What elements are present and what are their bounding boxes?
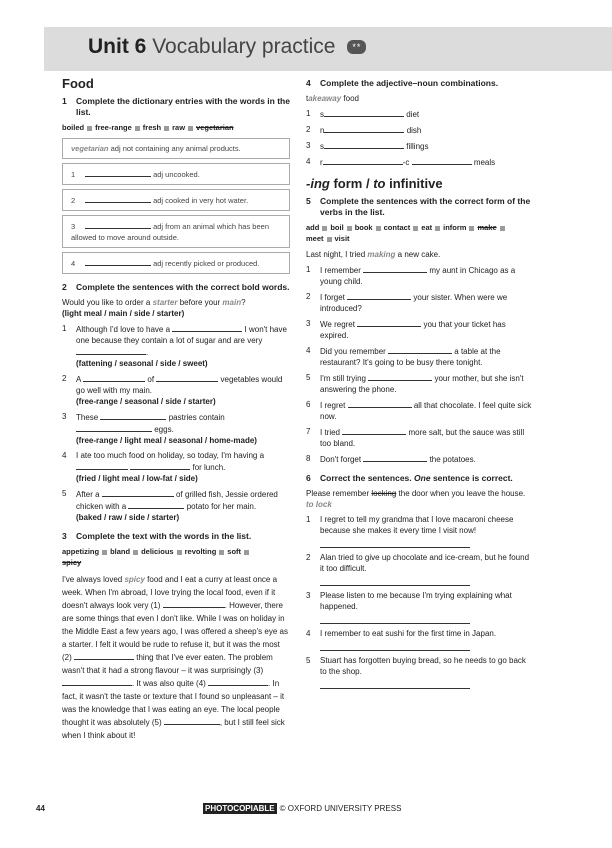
entry-num: 4 (71, 259, 76, 268)
answer-line[interactable] (320, 615, 470, 624)
list-item (62, 411, 290, 446)
item-text: A (76, 375, 81, 384)
bank-word: meet (306, 234, 324, 243)
item-text: n (320, 126, 325, 135)
example-answer: to lock (306, 500, 332, 509)
item-text: Although I'd love to have a (76, 325, 171, 334)
heading-part: -ing (306, 176, 330, 191)
answer-line[interactable] (342, 426, 406, 435)
example-text: the door when you leave the house. (398, 489, 526, 498)
item-text: dish (406, 126, 422, 135)
answer-line[interactable] (320, 539, 470, 548)
exercise-3 (62, 531, 290, 742)
answer-line[interactable] (130, 461, 190, 470)
answer-line[interactable] (85, 168, 151, 177)
exercise-6 (306, 473, 532, 689)
answer-line[interactable] (208, 677, 268, 686)
item-text: I forget (320, 293, 345, 302)
text-segment: , but I still feel sick when I think about it! (62, 718, 285, 740)
answer-line[interactable] (368, 372, 432, 381)
list-item (306, 426, 532, 449)
list-item (62, 450, 290, 484)
bank-word: add (306, 223, 320, 232)
photocopiable-tag: PHOTOCOPIABLE (205, 804, 275, 813)
item-num: 3 (306, 141, 311, 150)
example-answer: akeaway (308, 94, 342, 103)
dictionary-entry (62, 252, 290, 274)
ex-instruction: One (414, 473, 431, 483)
ex-instruction: Complete the text with the words in the list. (76, 531, 252, 541)
list-item (306, 140, 532, 152)
list-item (306, 628, 532, 651)
item-text: Alan tried to give up chocolate and ice-cream, but he found it too difficult. (320, 553, 530, 573)
entry-def: adj cooked in very hot water. (153, 196, 249, 205)
heading-part: to (373, 176, 386, 191)
item-text: eggs. (154, 425, 174, 434)
exercise-2 (62, 282, 290, 523)
item-text: I remember to eat sushi for the first time in Japan. (320, 629, 497, 638)
example-answer: making (367, 250, 396, 259)
options: (light meal / main / side / starter) (62, 309, 185, 318)
item-num: 3 (62, 412, 67, 421)
example-text: Please remember (306, 489, 370, 498)
bank-word: eat (421, 223, 433, 232)
item-text: my aunt in Chicago as a young child. (320, 266, 516, 286)
example-text: Last night, I tried (306, 250, 366, 259)
text-segment: thing that I've ever eaten. The problem wasn't that it had a strong flavour – it was surprisingly (3) (62, 653, 273, 675)
right-column (306, 78, 532, 697)
item-text: the potatoes. (429, 455, 476, 464)
list-item (306, 590, 532, 624)
item-text: your mother, but she isn't answering the phone. (320, 374, 524, 394)
gap-text (62, 573, 290, 742)
item-num: 1 (62, 324, 67, 333)
answer-line[interactable] (85, 257, 151, 266)
list-item (306, 156, 532, 168)
answer-line[interactable] (363, 453, 427, 462)
item-text: vegetables would go well with my main. (76, 375, 283, 395)
example-text: before your (179, 298, 221, 307)
item-text: pastries contain (168, 413, 225, 422)
example-word: vegetarian (71, 144, 109, 153)
item-num: 2 (306, 125, 311, 134)
bank-word: soft (227, 547, 242, 556)
ex-number: 1 (62, 96, 67, 106)
item-text: your sister. When were we introduced? (320, 293, 508, 313)
answer-line[interactable] (62, 677, 132, 686)
item-text: a table at the restaurant? It's going to be busy there tonight. (320, 347, 501, 367)
copyright-text: © OXFORD UNIVERSITY PRESS (279, 804, 402, 813)
item-text: Stuart has forgotten buying bread, so he needs to go back to the shop. (320, 656, 526, 676)
options: (fried / light meal / low-fat / side) (76, 474, 198, 483)
left-column (62, 78, 290, 750)
entry-num: 1 (71, 170, 76, 179)
bank-word: bland (110, 547, 131, 556)
item-num: 2 (62, 374, 67, 383)
ex-instruction: Correct the sentences. (320, 473, 412, 483)
item-text: more salt, but the sauce was still too bland. (320, 428, 525, 448)
bank-word: contact (383, 223, 411, 232)
dictionary-entry (62, 189, 290, 211)
entry-num: 3 (71, 222, 76, 231)
answer-line[interactable] (320, 680, 470, 689)
example (306, 93, 532, 104)
answer-line[interactable] (83, 373, 145, 382)
text-segment: food and I eat a curry at least once a week. When I'm abroad, I love trying the local food, even if it doesn't always look very (1) (62, 575, 278, 610)
item-num: 2 (306, 292, 311, 301)
item-text: I remember (320, 266, 361, 275)
bank-word: inform (443, 223, 467, 232)
answer-line[interactable] (347, 291, 411, 300)
example-text: food (343, 94, 359, 103)
item-num: 4 (62, 451, 67, 460)
list-item (62, 488, 290, 523)
item-text: all that chocolate. I feel quite sick now. (320, 401, 532, 421)
item-text: I tried (320, 428, 341, 437)
options: (free-range / seasonal / side / starter) (76, 397, 216, 406)
answer-line[interactable] (357, 318, 421, 327)
item-text: I regret to tell my grandma that I love macaroni cheese because she makes it every time I visit now! (320, 515, 514, 535)
item-num: 6 (306, 400, 311, 409)
item-text: We regret (320, 320, 355, 329)
answer-line[interactable] (323, 156, 403, 165)
answer-line[interactable] (348, 399, 412, 408)
answer-line[interactable] (85, 220, 151, 229)
ex-instruction: sentence is correct. (432, 473, 513, 483)
bank-word: boil (330, 223, 344, 232)
item-num: 5 (306, 656, 311, 665)
exercise-5 (306, 196, 532, 465)
item-num: 4 (306, 629, 311, 638)
ex-instruction: Complete the sentences with the correct bold words. (76, 282, 290, 292)
item-text: s (320, 110, 324, 119)
item-text: you that your ticket has expired. (320, 320, 506, 340)
answer-line[interactable] (324, 124, 404, 133)
example (306, 488, 532, 510)
answer-line[interactable] (388, 345, 452, 354)
example-text: Would you like to order a (62, 298, 151, 307)
text-segment: . In fact, it wasn't the taste or texture that I found so unpleasant – it was the knowledge that I was eating an eye. The local people thought it was absolutely (5) (62, 679, 285, 727)
item-num: 5 (306, 373, 311, 382)
entry-def: adj from an animal which has been allowed to move around outside. (71, 222, 269, 242)
list-item (306, 453, 532, 465)
answer-line[interactable] (324, 108, 404, 117)
list-item (306, 345, 532, 368)
item-num: 3 (306, 591, 311, 600)
answer-line[interactable] (172, 323, 242, 332)
answer-line[interactable] (74, 651, 134, 660)
word-bank (62, 546, 290, 568)
item-num: 1 (306, 109, 311, 118)
example-def: adj not containing any animal products. (110, 144, 241, 153)
item-text: for lunch. (192, 463, 226, 472)
bank-word: book (354, 223, 373, 232)
options: (fattening / seasonal / side / sweet) (76, 359, 208, 368)
entry-def: adj recently picked or produced. (153, 259, 260, 268)
item-text: r (320, 158, 323, 167)
item-num: 1 (306, 515, 311, 524)
example-answer: main (222, 298, 242, 307)
item-text: -c (402, 158, 410, 167)
item-text: . (146, 348, 149, 357)
example-answer: starter (152, 298, 178, 307)
bank-word: delicious (141, 547, 174, 556)
item-text: After a (76, 490, 100, 499)
ex-number: 3 (62, 531, 67, 541)
item-text: fillings (406, 142, 429, 151)
list-item (306, 399, 532, 422)
exercise-1 (62, 96, 290, 274)
bank-word: boiled (62, 123, 85, 132)
word-bank (62, 122, 290, 133)
section-title-food: Food (62, 76, 94, 91)
list-item (306, 318, 532, 341)
ex-instruction: Complete the dictionary entries with the words in the list. (76, 96, 290, 117)
list-item (306, 514, 532, 548)
list-item (306, 291, 532, 314)
ex-number: 5 (306, 196, 311, 206)
text-segment: I've always loved (62, 575, 123, 584)
answer-line[interactable] (85, 194, 151, 203)
item-text: I'm still trying (320, 374, 366, 383)
list-item (306, 264, 532, 287)
item-text: s (320, 142, 324, 151)
list-item (62, 373, 290, 407)
item-text: I won't have one because they contain a lot of sugar and are very (76, 325, 287, 345)
copyright (203, 804, 401, 813)
ex-number: 4 (306, 78, 311, 88)
answer-line[interactable] (76, 346, 149, 357)
bank-word: visit (334, 234, 350, 243)
answer-line[interactable] (320, 642, 470, 651)
item-text: Don't forget (320, 455, 362, 464)
item-num: 1 (306, 265, 311, 274)
example-text: t (306, 94, 309, 103)
item-text: of grilled fish, Jessie ordered chicken with a (76, 490, 278, 511)
answer-line[interactable] (363, 264, 427, 273)
item-num: 4 (306, 346, 311, 355)
item-text: I regret (320, 401, 346, 410)
unit-subtitle: Vocabulary practice (152, 35, 336, 58)
example-answer: spicy (124, 575, 145, 584)
bank-word: spicy (62, 558, 82, 567)
bank-word: appetizing (62, 547, 100, 556)
item-num: 8 (306, 454, 311, 463)
dictionary-example (62, 138, 290, 159)
bank-word: make (477, 223, 497, 232)
list-item (306, 552, 532, 586)
bank-word: vegetarian (196, 123, 234, 132)
heading-part: form / (333, 176, 370, 191)
ex-instruction: Complete the sentences with the correct form of the verbs in the list. (320, 196, 531, 217)
item-text: diet (406, 110, 420, 119)
answer-line[interactable] (128, 500, 184, 509)
answer-line[interactable] (412, 156, 472, 165)
list-item (306, 655, 532, 689)
answer-line[interactable] (164, 716, 220, 725)
answer-line[interactable] (324, 140, 404, 149)
level-badge: ** (347, 40, 366, 54)
answer-line[interactable] (163, 599, 225, 608)
item-text: These (76, 413, 99, 422)
item-text: Did you remember (320, 347, 386, 356)
options: (baked / raw / side / starter) (76, 513, 180, 522)
bank-word: fresh (142, 123, 162, 132)
options: (free-range / light meal / seasonal / home-made) (76, 436, 257, 445)
example (306, 249, 532, 260)
item-text: I ate too much food on holiday, so today, I'm having a (76, 451, 265, 460)
list-item (306, 372, 532, 395)
word-bank (306, 222, 532, 244)
item-text: potato for her main. (186, 502, 257, 511)
text-segment: . However, there are some things that even I don't like. While I was on holiday in the Middle East a few years ago, I was offered a sheep's eye as a starter. I felt it would be rude to refuse it, but it was the most (2) (62, 601, 288, 662)
dictionary-entry (62, 163, 290, 185)
answer-line[interactable] (320, 577, 470, 586)
example-text: a new cake. (397, 250, 441, 259)
exercise-4 (306, 78, 532, 168)
list-item (306, 108, 532, 120)
text-segment: . It was also quite (4) (132, 679, 206, 688)
list-item (62, 323, 290, 369)
example-strike: locking (371, 489, 397, 498)
bank-word: free-range (95, 123, 132, 132)
answer-line[interactable] (76, 423, 152, 432)
entry-num: 2 (71, 196, 76, 205)
page-title (88, 34, 366, 60)
list-item (306, 124, 532, 136)
entry-def: adj uncooked. (153, 170, 200, 179)
example (62, 297, 290, 319)
ex-instruction: Complete the adjective–noun combinations. (320, 78, 499, 88)
heading-part: infinitive (389, 176, 443, 191)
item-num: 2 (306, 553, 311, 562)
item-num: 4 (306, 157, 311, 166)
section-title-ing-to (306, 178, 532, 189)
item-num: 7 (306, 427, 311, 436)
dictionary-entry (62, 215, 290, 248)
item-text: of (147, 375, 155, 384)
item-text: Please listen to me because I'm trying explaining what happened. (320, 591, 512, 611)
page-number: 44 (36, 804, 45, 813)
ex-number: 6 (306, 473, 311, 483)
bank-word: raw (172, 123, 186, 132)
ex-number: 2 (62, 282, 67, 292)
example-text: ? (241, 298, 246, 307)
answer-line[interactable] (102, 488, 174, 497)
answer-line[interactable] (156, 373, 218, 382)
item-num: 3 (306, 319, 311, 328)
item-num: 5 (62, 489, 67, 498)
bank-word: revolting (184, 547, 217, 556)
unit-label: Unit 6 (88, 35, 147, 58)
answer-line[interactable] (100, 411, 166, 420)
answer-line[interactable] (76, 461, 128, 470)
item-text: meals (473, 158, 496, 167)
